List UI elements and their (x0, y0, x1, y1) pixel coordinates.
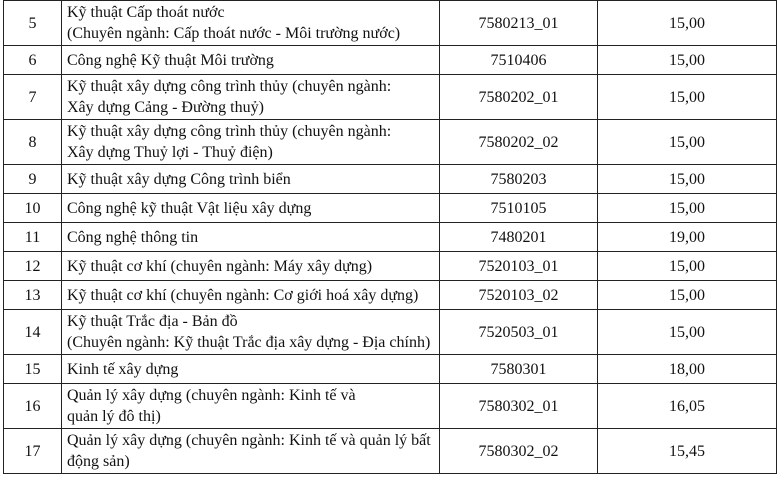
row-number: 13 (4, 281, 62, 310)
benchmark-score: 15,00 (598, 281, 777, 310)
table-row (4, 355, 777, 384)
table-row (4, 310, 777, 355)
row-number: 11 (4, 223, 62, 252)
table-row (4, 429, 777, 474)
major-name-line: Kỹ thuật xây dựng công trình thủy (chuyên ngành: (67, 123, 392, 140)
major-code: 7510105 (440, 194, 598, 223)
row-number: 10 (4, 194, 62, 223)
benchmark-score: 16,05 (598, 384, 777, 429)
benchmark-score: 15,00 (598, 310, 777, 355)
major-code: 7580213_01 (440, 1, 598, 46)
benchmark-score: 15,00 (598, 46, 777, 75)
benchmark-score: 15,00 (598, 194, 777, 223)
row-number: 15 (4, 355, 62, 384)
major-name (62, 194, 440, 223)
major-name (62, 252, 440, 281)
major-code: 7520103_01 (440, 252, 598, 281)
major-name-line: Kỹ thuật xây dựng Công trình biển (67, 170, 291, 188)
table-row (4, 75, 777, 120)
major-code: 7580202_02 (440, 120, 598, 165)
table-row (4, 1, 777, 46)
table-row (4, 281, 777, 310)
major-code: 7580301 (440, 355, 598, 384)
row-number: 16 (4, 384, 62, 429)
major-name-line: Kỹ thuật Cấp thoát nước (67, 4, 225, 21)
major-name-line: (Chuyên ngành: Kỹ thuật Trắc địa xây dựng - Địa chính) (67, 334, 431, 351)
benchmark-score: 15,00 (598, 1, 777, 46)
row-number: 5 (4, 1, 62, 46)
row-number: 17 (4, 429, 62, 474)
major-code: 7580202_01 (440, 75, 598, 120)
row-number: 9 (4, 165, 62, 194)
major-name-line: Công nghệ Kỹ thuật Môi trường (67, 51, 274, 69)
table-row (4, 384, 777, 429)
major-name (62, 429, 440, 474)
benchmark-score: 15,45 (598, 429, 777, 474)
major-name (62, 310, 440, 355)
major-name (62, 223, 440, 252)
major-name (62, 75, 440, 120)
table-row (4, 46, 777, 75)
table-row (4, 165, 777, 194)
benchmark-score: 15,00 (598, 120, 777, 165)
major-name (62, 120, 440, 165)
major-name-line: Kỹ thuật cơ khí (chuyên ngành: Cơ giới hoá xây dựng) (67, 286, 419, 304)
major-code: 7520503_01 (440, 310, 598, 355)
major-name-line: Công nghệ kỹ thuật Vật liệu xây dựng (67, 199, 312, 217)
major-name-line: (Chuyên ngành: Cấp thoát nước - Môi trường nước) (67, 25, 401, 42)
major-name-line: Quản lý xây dựng (chuyên ngành: Kinh tế và (67, 387, 356, 404)
major-name-line: Xây dựng Cảng - Đường thuỷ) (67, 99, 264, 116)
row-number: 8 (4, 120, 62, 165)
major-name (62, 355, 440, 384)
major-name-line: Xây dựng Thuỷ lợi - Thuỷ điện) (67, 144, 273, 161)
major-name (62, 1, 440, 46)
major-name (62, 384, 440, 429)
row-number: 6 (4, 46, 62, 75)
major-name (62, 46, 440, 75)
major-code: 7580203 (440, 165, 598, 194)
major-name-line: Quản lý xây dựng (chuyên ngành: Kinh tế và quản lý bất (67, 432, 431, 449)
major-name (62, 165, 440, 194)
benchmark-score: 15,00 (598, 75, 777, 120)
benchmark-score: 15,00 (598, 165, 777, 194)
major-name-line: động sản) (67, 453, 130, 470)
row-number: 14 (4, 310, 62, 355)
row-number: 12 (4, 252, 62, 281)
major-code: 7580302_02 (440, 429, 598, 474)
major-code: 7580302_01 (440, 384, 598, 429)
major-name-line: Kỹ thuật Trắc địa - Bản đồ (67, 313, 238, 330)
benchmark-score: 18,00 (598, 355, 777, 384)
major-code: 7480201 (440, 223, 598, 252)
row-number: 7 (4, 75, 62, 120)
benchmark-score: 15,00 (598, 252, 777, 281)
major-name-line: Công nghệ thông tin (67, 228, 199, 246)
major-name-line: Kinh tế xây dựng (67, 360, 179, 378)
table-row (4, 252, 777, 281)
admission-score-table (3, 0, 777, 474)
benchmark-score: 19,00 (598, 223, 777, 252)
major-name-line: Kỹ thuật xây dựng công trình thủy (chuyên ngành: (67, 78, 392, 95)
major-name (62, 281, 440, 310)
table-body (4, 1, 777, 474)
major-code: 7510406 (440, 46, 598, 75)
table-row (4, 194, 777, 223)
table-row (4, 223, 777, 252)
table-row (4, 120, 777, 165)
major-name-line: quản lý đô thị) (67, 408, 161, 425)
major-code: 7520103_02 (440, 281, 598, 310)
major-name-line: Kỹ thuật cơ khí (chuyên ngành: Máy xây dựng) (67, 257, 373, 275)
